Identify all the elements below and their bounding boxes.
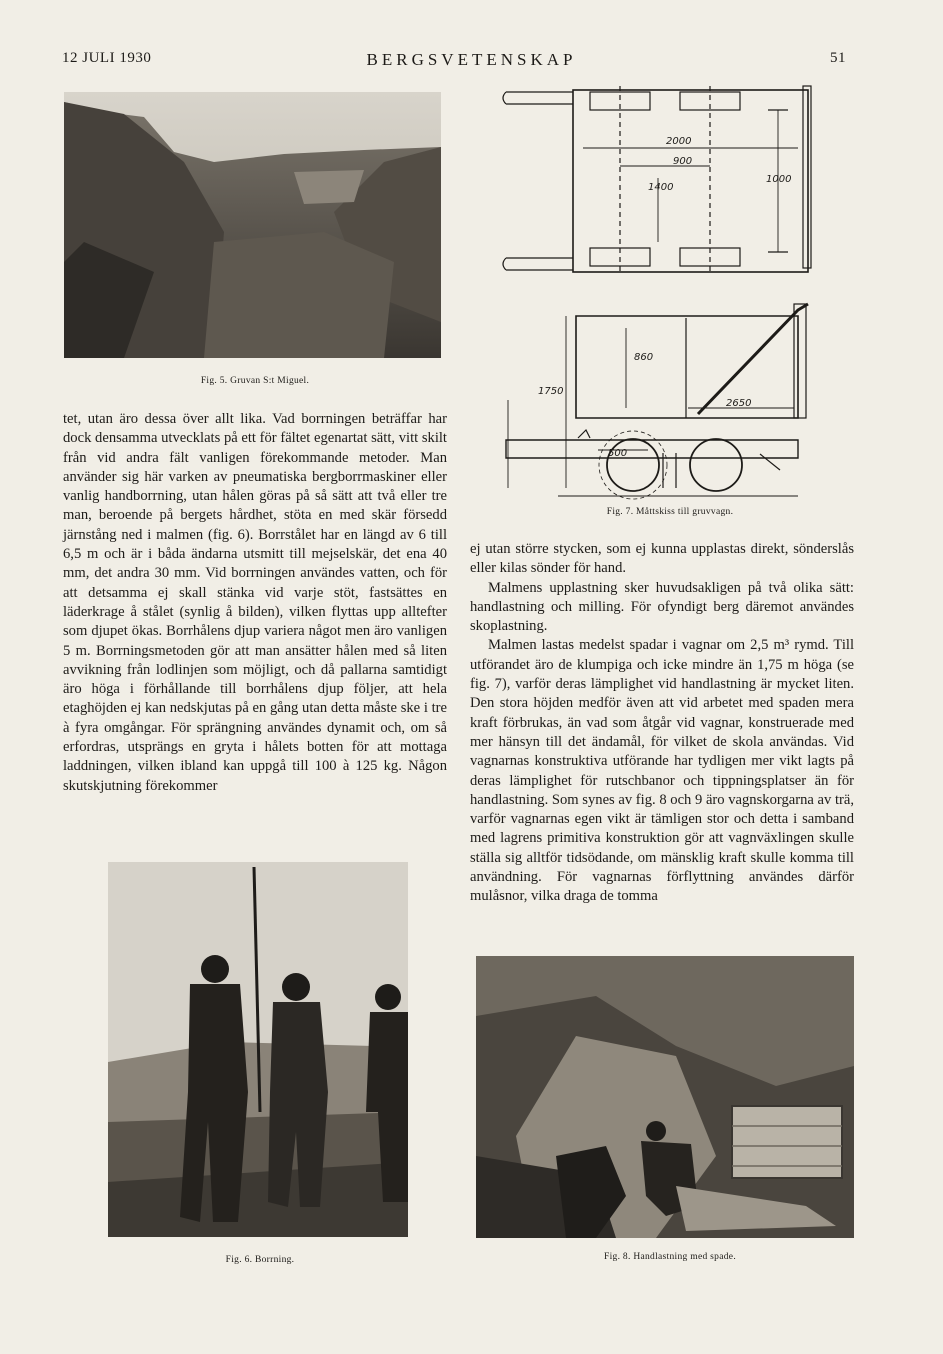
- header-date: 12 JULI 1930: [62, 50, 152, 66]
- right-text-column: [470, 540, 854, 907]
- page-number: 51: [830, 50, 846, 66]
- dim-1750: 1750: [538, 386, 564, 397]
- dim-1000: 1000: [766, 174, 792, 185]
- left-text-column: [63, 410, 447, 796]
- right-paragraph-3: Malmen lastas medelst spadar i vagnar om 2,5 m³ rymd. Till utförandet äro de klumpiga och icke mindre än 1,75 m höga (se fig. 7), varför deras lämplighet vid handlastning är mycket liten. Den stora höjden medför även att vid arbetet med spaden mera kraft förbrukas, än vad som åtgår vid vagnar, konstruerade med mer hänsyn till det ändamål, för vilket de skola användas. Vid vagnarnas konstruktiva utförande har tydligen mer vikt lagts på deras lämplighet för rutschbanor och tippningsplatser än för handlastning. Som synes av fig. 8 och 9 äro vagnskorgarna av trä, varför vagnarnas egen vikt är tämligen stor och detta i samband med lagrens primitiva konstruktion gör att vagnväxlingen skulle ställa sig alltför tidsödande, om mänsklig kraft skulle komma till användning. För vagnarnas förflyttning användes därför mulåsnor, vilka draga de tomma: [470, 637, 854, 905]
- dim-500: 500: [608, 448, 628, 459]
- fig6-drilling-photo: [108, 862, 408, 1237]
- fig6-caption: Fig. 6. Borrning.: [225, 1255, 295, 1265]
- fig8-handloading-photo: [476, 956, 854, 1238]
- journal-title: BERGSVETENSKAP: [366, 50, 577, 69]
- dim-2650: 2650: [726, 398, 752, 409]
- right-paragraph-1: ej utan större stycken, som ej kunna upplastas direkt, sönderslås eller kilas sönder för hand.: [470, 541, 854, 577]
- fig8-caption: Fig. 8. Handlastning med spade.: [604, 1252, 736, 1262]
- right-paragraph-2: Malmens upplastning sker huvudsakligen på två olika sätt: handlastning och milling. För ofyndigt berg däremot användes skoplastning.: [470, 579, 854, 635]
- fig7-wagon-drawing: [498, 78, 828, 506]
- dim-860: 860: [634, 352, 654, 363]
- dim-2000: 2000: [666, 136, 692, 147]
- fig5-caption: Fig. 5. Gruvan S:t Miguel.: [200, 376, 310, 386]
- dim-900: 900: [673, 156, 693, 167]
- left-paragraph: tet, utan äro dessa över allt lika. Vad borrningen beträffar har dock densamma utvecklats på ett för fältet egenartat sätt, vitt skilt från vid andra fält vanligen förekommande metoder. Man använder sig här varken av pneumatiska bergborrmaskiner eller vanlig handborrning, utan hålen göras på så sätt att två eller tre man, beroende på bergets hårdhet, stöta en med skär försedd järnstång ned i malmen (fig. 6). Borrstålet har en längd av 6 till 6,5 m och är i båda ändarna utsmitt till mejselskär, det ena 40 mm, det andra 30 mm. Vid borrningen användes vatten, och för att detsamma ej skall stänka vid varje stöt, fastsättes en läderkrage å stålet (synlig å bilden), vilken flyttas upp alltefter som djupet ökas. Borrhålens djup variera något men äro vanligen 5 m. Borrningsmetoden gör att man ansätter hålen med så liten avvikning från lodlinjen som möjligt, och då pallarna samtidigt äro höga i förhållande till borrhålens djup följer, att hela etaghöjden ej kan nedskjutas på en gång utan detta måste ske i tre à fyra omgångar. För sprängning användes dynamit och, om så erfordras, utsprängs en gryta i hålets botten för att mottaga laddningen, vilken ibland kan uppgå till 100 à 125 kg. Någon skutskjutning förekommer: [63, 411, 447, 794]
- fig5-mine-photo: [64, 92, 441, 358]
- dim-1400: 1400: [648, 182, 674, 193]
- fig7-caption: Fig. 7. Måttskiss till gruvvagn.: [606, 507, 734, 517]
